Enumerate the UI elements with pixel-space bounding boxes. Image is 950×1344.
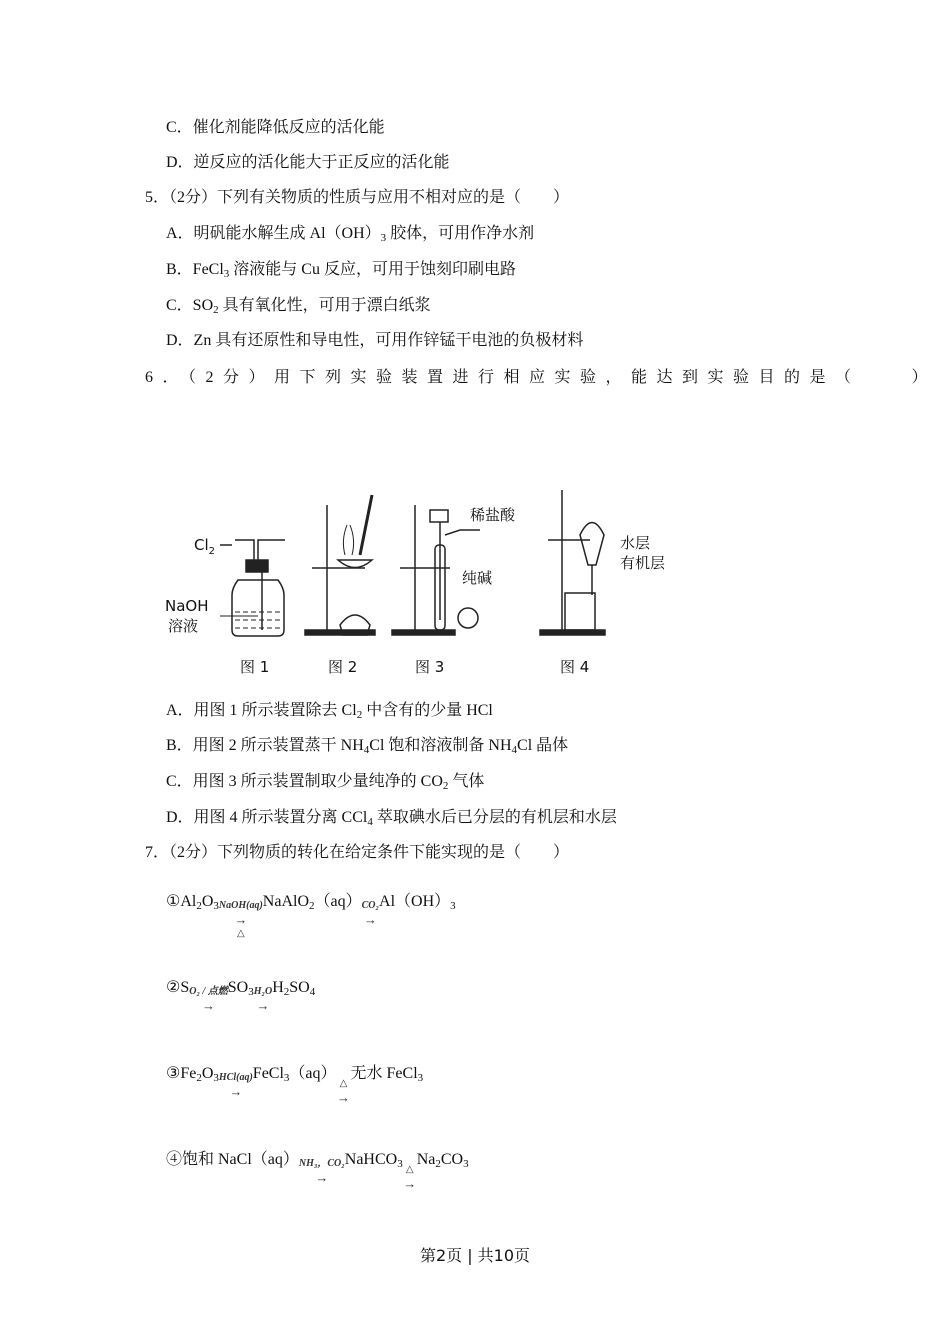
figure-2-evaporation (305, 495, 375, 635)
label-soda-ash: 纯碱 (462, 569, 493, 587)
q7-stem: 7．（2分）下列物质的转化在给定条件下能实现的是（ ） (145, 844, 570, 861)
condition-arrow: NaOH(aq) → △ (219, 896, 263, 916)
reaction-3: $③Fe_2O_3HCl(aq)$ → FeCl$_3$（aq） △ → 无水 FeCl$_3$ (166, 1065, 424, 1105)
label-water-layer: 水层 (620, 534, 651, 552)
caption-figure-1: 图 1 (240, 658, 270, 676)
condition-arrow: NH₃，CO₂ → (298, 1158, 345, 1185)
caption-figure-4: 图 4 (560, 658, 590, 676)
q5-option-d: D．Zn 具有还原性和导电性，可用作锌锰干电池的负极材料 (166, 332, 584, 349)
q6-option-a: A．用图 1 所示装置除去 $Cl_2$ 中含有的少量 HCl (166, 702, 493, 721)
q5-option-c: C．$SO_2$ 具有氧化性，可用于漂白纸浆 (166, 297, 431, 316)
q5-option-b: B．FeCl$_3$ 溶液能与 Cu 反应，可用于蚀刻印刷电路 (166, 261, 516, 280)
q5-option-a: A．明矾能水解生成 $Al(OH)_3$ 胶体，可用作净水剂 (166, 225, 535, 244)
label-organic-layer: 有机层 (620, 554, 666, 572)
heat-icon: △ (405, 1164, 414, 1175)
condition-arrow: H₂O → (253, 986, 273, 1013)
condition-arrow: HCl(aq) → (218, 1072, 253, 1099)
heat-icon: △ (339, 1078, 348, 1089)
figure-1-gas-washing-bottle (220, 540, 285, 636)
condition-arrow: CO₂ → (361, 900, 380, 927)
label-solution: 溶液 (168, 617, 199, 635)
q6-option-c: C．用图 3 所示装置制取少量纯净的 $CO_2$ 气体 (166, 773, 485, 792)
q5-stem: 5．（2分）下列有关物质的性质与应用不相对应的是（ ） (145, 189, 570, 206)
caption-figure-3: 图 3 (415, 658, 445, 676)
reaction-1: $①Al_2O_3NaOH(aq)$ → △ NaAlO$_2$（aq）CO₂ → $Al(OH)_3$ (166, 892, 456, 916)
q6-option-b: B．用图 2 所示装置蒸干 $NH_4Cl$ 饱和溶液制备 $NH_4Cl$ 晶体 (166, 737, 569, 756)
label-cl2: $Cl_2$ (194, 536, 216, 557)
page-footer: 第2页 | 共10页 (419, 1246, 531, 1265)
condition-arrow: O₂ / 点燃 → (189, 986, 228, 1013)
figure-4-separatory-funnel (540, 490, 605, 635)
reaction-2: ②SO₂ / 点燃 → $SO_3H_2O$ → $H_2SO_4$ (166, 979, 316, 1013)
label-naoh: NaOH (165, 597, 209, 615)
caption-figure-2: 图 2 (328, 658, 358, 676)
heat-icon: △ (236, 928, 245, 939)
reaction-4: ④饱和 NaCl（aq）NH₃，CO₂ → NaHCO$_3$ △ → $Na_2CO_3$ (166, 1151, 469, 1191)
q4-option-c: C．催化剂能降低反应的活化能 (166, 119, 385, 136)
q6-stem: 6．（2分）用下列实验装置进行相应实验，能达到实验目的是（ ） (145, 369, 938, 386)
q4-option-d: D．逆反应的活化能大于正反应的活化能 (166, 154, 450, 171)
label-dilute-hcl: 稀盐酸 (470, 506, 516, 524)
q6-option-d: D．用图 4 所示装置分离 CCl$_4$ 萃取碘水后已分层的有机层和水层 (166, 809, 617, 828)
apparatus-figure (160, 480, 680, 680)
